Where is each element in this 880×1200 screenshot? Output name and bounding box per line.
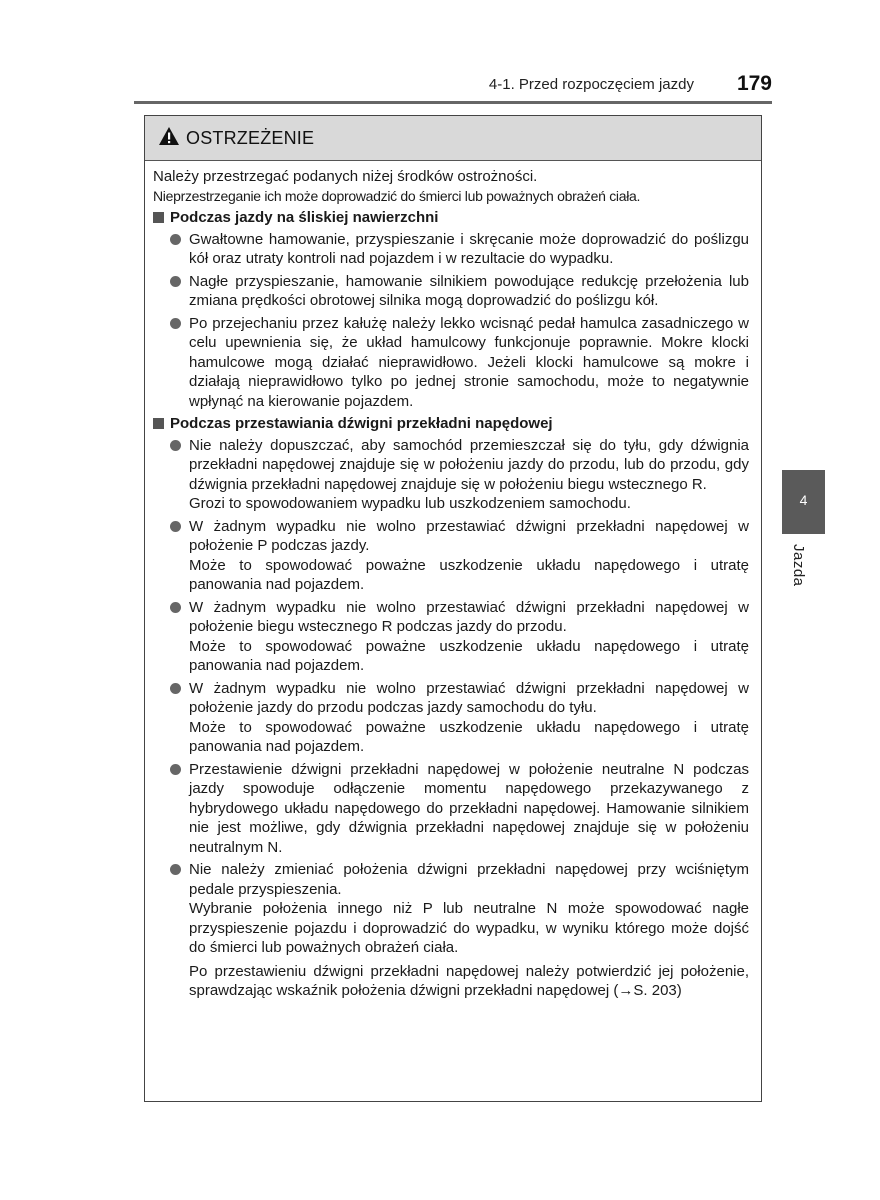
round-bullet-icon xyxy=(170,521,181,532)
item-text: Po przestawieniu dźwigni przekładni napędowej należy potwierdzić jej położenie, sprawdzając wskaźnik położenia dźwigni przekładni napędowej (→S. 203) xyxy=(189,962,749,999)
item-text: Przestawienie dźwigni przekładni napędowej w położenie neutralne N podczas jazdy spowoduje odłączenie momentu napędowego przekazywanego z hybrydowego układu napędowego do przekładni napędowej. Hamowanie silnikiem nie jest możliwe, gdy dźwignia przekładni napędowej znajduje się w położeniu neutralnym N. xyxy=(189,760,749,856)
item-text: Wybranie położenia innego niż P lub neutralne N może spowodować nagłe przyspieszenie pojazdu i doprowadzić do wypadku, w wyniku którego może dojść do śmierci lub poważnych obrażeń ciała. xyxy=(189,900,749,956)
round-bullet-icon xyxy=(170,764,181,775)
page-number: 179 xyxy=(736,72,772,95)
list-item xyxy=(153,598,749,676)
square-bullet-icon xyxy=(153,418,164,429)
list-item xyxy=(153,760,749,858)
square-bullet-icon xyxy=(153,212,164,223)
chapter-label: Jazda xyxy=(790,544,807,587)
item-text: Może to spowodować poważne uszkodzenie układu napędowego i utratę panowania nad pojazdem. xyxy=(189,718,749,755)
warning-box xyxy=(144,115,762,1102)
round-bullet-icon xyxy=(170,864,181,875)
section-heading-text: Podczas przestawiania dźwigni przekładni napędowej xyxy=(170,415,553,432)
running-header xyxy=(144,66,772,100)
item-text: W żadnym wypadku nie wolno przestawiać dźwigni przekładni napędowej w położenie jazdy do przodu podczas jazdy samochodu do tyłu. xyxy=(189,679,749,716)
section-heading-text: Podczas jazdy na śliskiej nawierzchni xyxy=(170,209,439,226)
round-bullet-icon xyxy=(170,234,181,245)
item-text: Może to spowodować poważne uszkodzenie układu napędowego i utratę panowania nad pojazdem. xyxy=(189,637,749,674)
list-item xyxy=(153,679,749,757)
bullet-list xyxy=(153,436,749,1001)
item-text: W żadnym wypadku nie wolno przestawiać dźwigni przekładni napędowej w położenie biegu wstecznego R podczas jazdy do przodu. xyxy=(189,598,749,635)
round-bullet-icon xyxy=(170,602,181,613)
chapter-number: 4 xyxy=(799,492,808,508)
list-item xyxy=(153,272,749,311)
round-bullet-icon xyxy=(170,276,181,287)
intro-line: Należy przestrzegać podanych niżej środków ostrożności. xyxy=(153,168,538,185)
round-bullet-icon xyxy=(170,440,181,451)
chapter-tab xyxy=(782,470,825,534)
list-item xyxy=(153,517,749,595)
warning-intro xyxy=(153,167,749,206)
warning-triangle-icon xyxy=(158,126,180,151)
warning-title: OSTRZEŻENIE xyxy=(186,127,315,148)
header-rule xyxy=(134,101,772,104)
item-text: Grozi to spowodowaniem wypadku lub uszkodzeniem samochodu. xyxy=(189,495,631,512)
section-title: 4-1. Przed rozpoczęciem jazdy xyxy=(488,76,694,93)
section-heading xyxy=(153,414,749,434)
list-item xyxy=(153,314,749,412)
list-item xyxy=(153,436,749,514)
item-text: W żadnym wypadku nie wolno przestawiać dźwigni przekładni napędowej w położenie P podczas jazdy. xyxy=(189,517,749,554)
bullet-list xyxy=(153,230,749,412)
list-item xyxy=(153,860,749,1001)
item-text: Może to spowodować poważne uszkodzenie układu napędowego i utratę panowania nad pojazdem. xyxy=(189,556,749,593)
round-bullet-icon xyxy=(170,683,181,694)
list-item xyxy=(153,230,749,269)
intro-line: Nieprzestrzeganie ich może doprowadzić do śmierci lub poważnych obrażeń ciała. xyxy=(153,187,641,204)
item-text: Nie należy dopuszczać, aby samochód przemieszczał się do tyłu, gdy dźwignia przekładni napędowej znajduje się w położeniu jazdy do przodu, lub do przodu, gdy dźwignia przekładni napędowej znajduje się w położeniu biegu wstecznego R. xyxy=(189,436,749,493)
round-bullet-icon xyxy=(170,318,181,329)
item-text: Nie należy zmieniać położenia dźwigni przekładni napędowej przy wciśniętym pedale przyspieszenia. xyxy=(189,861,749,898)
warning-body xyxy=(145,161,761,1001)
section-heading xyxy=(153,208,749,228)
item-text: Nagłe przyspieszanie, hamowanie silnikiem powodujące redukcję przełożenia lub zmiana prędkości obrotowej silnika mogą doprowadzić do poślizgu kół. xyxy=(189,272,749,309)
warning-header xyxy=(145,116,761,161)
item-text: Gwałtowne hamowanie, przyspieszanie i skręcanie może doprowadzić do poślizgu kół oraz utraty kontroli nad pojazdem i w rezultacie do wypadku. xyxy=(189,230,749,267)
item-text: Po przejechaniu przez kałużę należy lekko wcisnąć pedał hamulca zasadniczego w celu upewnienia się, że układ hamulcowy funkcjonuje poprawnie. Mokre klocki hamulcowe mogą działać nieprawidłowo. Jeżeli klocki hamulcowe są mokre i działają nieprawidłowo tylko po jednej stronie samochodu, może to negatywnie wpłynąć na kierowanie pojazdem. xyxy=(189,314,749,410)
